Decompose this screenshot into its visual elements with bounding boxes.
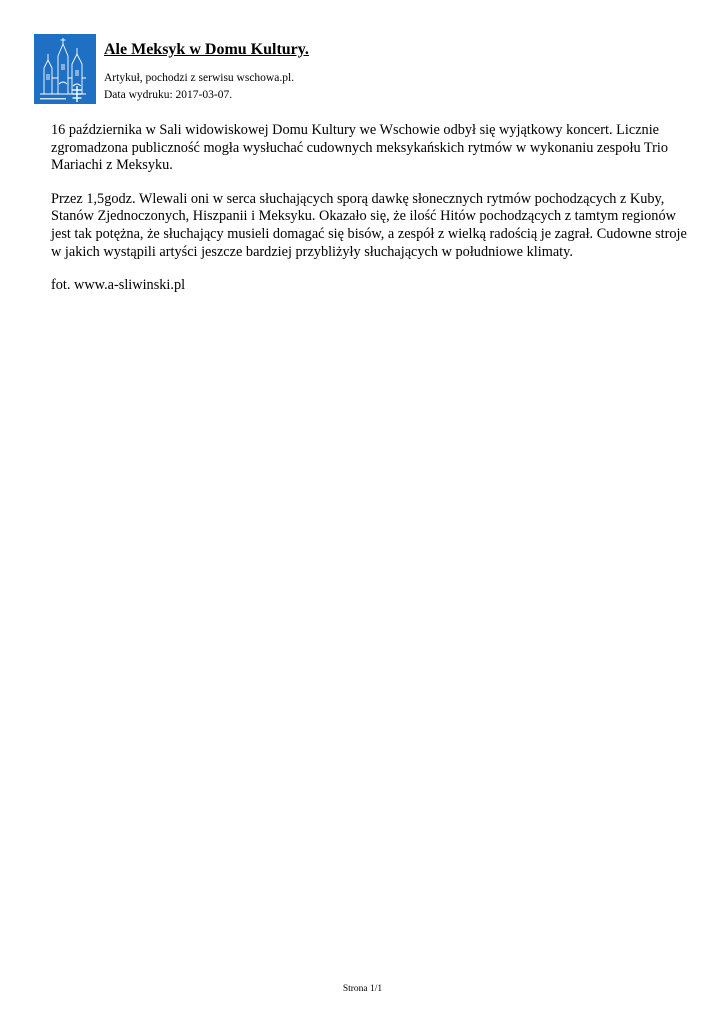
page-title: Ale Meksyk w Domu Kultury. bbox=[104, 41, 309, 58]
article-paragraph: Przez 1,5godz. Wlewali oni w serca słuchających sporą dawkę słonecznych rytmów pochodzących z Kuby, Stanów Zjednoczonych, Hiszpanii i Meksyku. Okazało się, że ilość Hitów pochodzących z tamtym regionów jest tak potężna, że słuchający musieli domagać się bisów, a zespół z wielką radością je zagrał. Cudowne stroje w jakich wystąpili artyści jeszcze bardziej przybliżyły słuchających w południowe klimaty. bbox=[51, 190, 687, 260]
article-paragraph: 16 października w Sali widowiskowej Domu Kultury we Wschowie odbył się wyjątkowy koncert. Licznie zgromadzona publiczność mogła wysłuchać cudownych meksykańskich rytmów w wykonaniu zespołu Trio Mariachi z Meksyku. bbox=[51, 122, 669, 174]
photo-credit: fot. www.a-sliwinski.pl bbox=[51, 277, 186, 294]
article-body bbox=[51, 122, 691, 311]
page-number: Strona 1/1 bbox=[342, 984, 383, 994]
print-date: Data wydruku: 2017-03-07. bbox=[104, 89, 233, 101]
logo bbox=[34, 34, 96, 104]
city-crest-icon bbox=[34, 34, 96, 104]
source-line: Artykuł, pochodzi z serwisu wschowa.pl. bbox=[104, 72, 295, 84]
